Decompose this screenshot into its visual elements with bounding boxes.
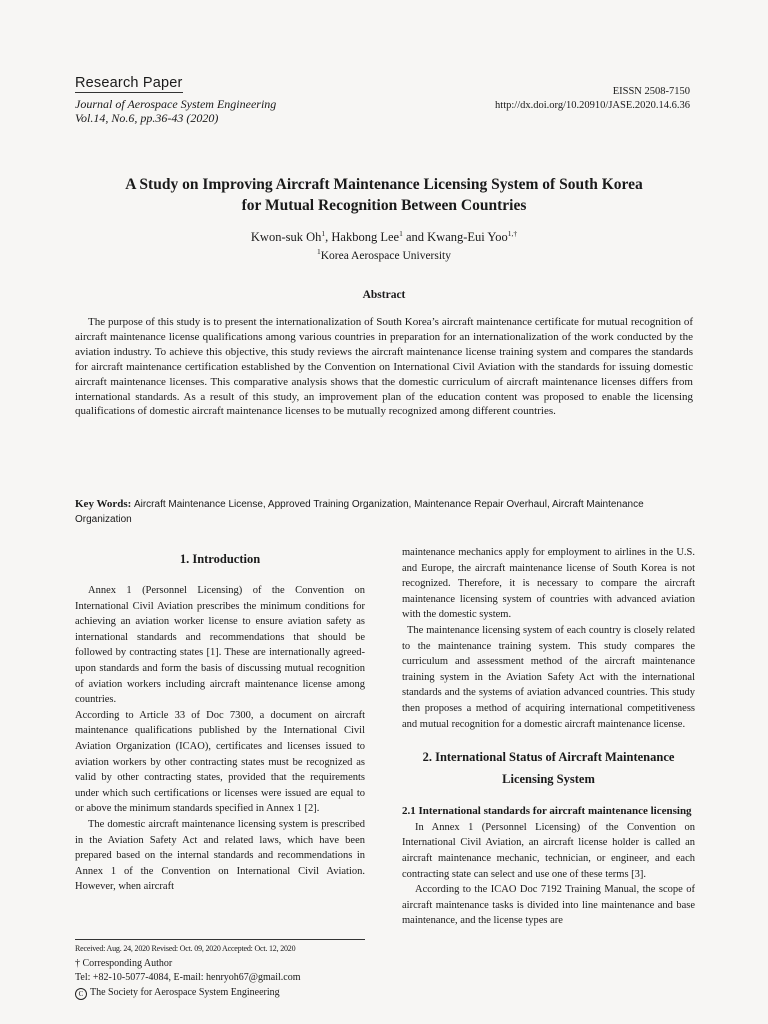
paragraph: According to the ICAO Doc 7192 Training Manual, the scope of aircraft maintenance tasks is divided into line maintenance and base maintenance, and the license types are [402,884,695,927]
copyright: C The Society for Aerospace System Engineering [75,986,375,1001]
keywords-label: Key Words: [75,498,132,510]
received-dates: Received: Aug. 24, 2020 Revised: Oct. 09, 2020 Accepted: Oct. 12, 2020 [75,944,296,953]
paragraph: maintenance mechanics apply for employment to airlines in the U.S. and Europe, the aircraft maintenance license of South Korea is not recognized. Therefore, it is necessary to compare the aircraft maintenance licensing system of countries with advanced aviation with the domestic system. [402,547,695,621]
journal-volume: Vol.14, No.6, pp.36-43 (2020) [75,111,219,125]
section-heading-introduction: 1. Introduction [179,552,261,566]
paragraph: The domestic aircraft maintenance licensing system is prescribed in the Aviation Safety Act and related laws, which have been prepared based on the internal standards and recommendations in Annex 1 of the Convention on International Civil Aviation. However, when aircraft [75,818,365,893]
left-column [75,548,365,895]
keywords-text: Aircraft Maintenance License, Approved Training Organization, Maintenance Repair Overhaul, Aircraft Maintenance Organization [75,499,644,525]
footnotes [75,942,375,1000]
author-name: Kwang-Eui Yoo [427,230,508,244]
right-column [402,545,695,929]
author-name: Kwon-suk Oh [250,230,322,244]
paragraph: Annex 1 (Personnel Licensing) of the Convention on International Civil Aviation prescribes the minimum conditions for achieving an aviation worker license to ensure aviation safety as international standards and recommendations that should be followed by contracting states [1]. These are internationally agreed-upon standards and form the basis of discussing mutual recognition of aviation workers including aircraft maintenance license among countries. [75,585,365,706]
abstract-heading: Abstract [362,289,406,301]
subsection-heading: 2.1 International standards for aircraft maintenance licensing [402,805,692,818]
eissn: EISSN 2508-7150 [612,86,690,97]
footnote-divider [75,939,365,940]
abstract-text: The purpose of this study is to present the internationalization of South Korea’s aircraft maintenance certificate for mutual recognition of aircraft maintenance license qualifications among various countries in preparation for an internationalization of the work conducted by the aviation industry. To achieve this objective, this study reviews the aircraft maintenance license training system and compares the standards for aircraft maintenance certification established by the Convention on International Civil Aviation with the standards for issuing domestic aircraft maintenance licenses. This comparative analysis shows that the domestic curriculum of aircraft maintenance licenses differs from international standards. As a result of this study, an improvement plan of the education content was proposed to enable the licensing qualifications of domestic aircraft maintenance licenses to be mutually recognized among different countries. [75,316,693,418]
author-list: Kwon-suk Oh$^1$, Hakbong Lee$^1$ and Kwang-Eui Yoo$^{1,\dagger}$ [250,228,518,244]
keywords [75,497,695,527]
paper-title: A Study on Improving Aircraft Maintenance Licensing System of South Korea for Mutual Recognition Between Countries [125,176,643,214]
doi-link[interactable]: http://dx.doi.org/10.20910/JASE.2020.14.6.36 [495,100,690,111]
copyright-icon: C [75,988,87,1000]
paragraph: According to Article 33 of Doc 7300, a document on aircraft maintenance qualifications published by the International Civil Aviation Organization (ICAO), certificates and licenses issued to aviation workers by other contracting states must be recognized as valid by other contracting states, provided that the requirements under which such certifications or licenses were issued are equal to or above the minimum standards specified in Annex 1 [2]. [75,709,365,815]
journal-header [75,74,276,125]
author-name: Hakbong Lee [331,230,400,244]
affiliation: $^1$Korea Aerospace University [316,247,452,262]
corresponding-author: † Corresponding Author [75,957,173,969]
identifiers [495,85,690,113]
paragraph: In Annex 1 (Personnel Licensing) of the Convention on International Civil Aviation, an aircraft license holder is called an aircraft maintenance mechanic, technician, or engineer, and each contracting state can select and use one of these terms [3]. [402,821,695,880]
paragraph: The maintenance licensing system of each country is closely related to the maintenance training system. This study compares the curriculum and assessment method of the aircraft maintenance training system in the Aviation Safety Act with the international standards and the systems of aviation advanced countries. This study then proposes a method of acquiring international competitiveness and mutual recognition for a domestic aircraft maintenance license. [402,624,695,730]
contact-info: Tel: +82-10-5077-4084, E-mail: henryoh67@gmail.com [75,972,301,984]
journal-name: Journal of Aerospace System Engineering [75,97,277,111]
article-type: Research Paper [75,75,183,91]
section-heading-2: 2. International Status of Aircraft Maintenance Licensing System [422,750,675,787]
